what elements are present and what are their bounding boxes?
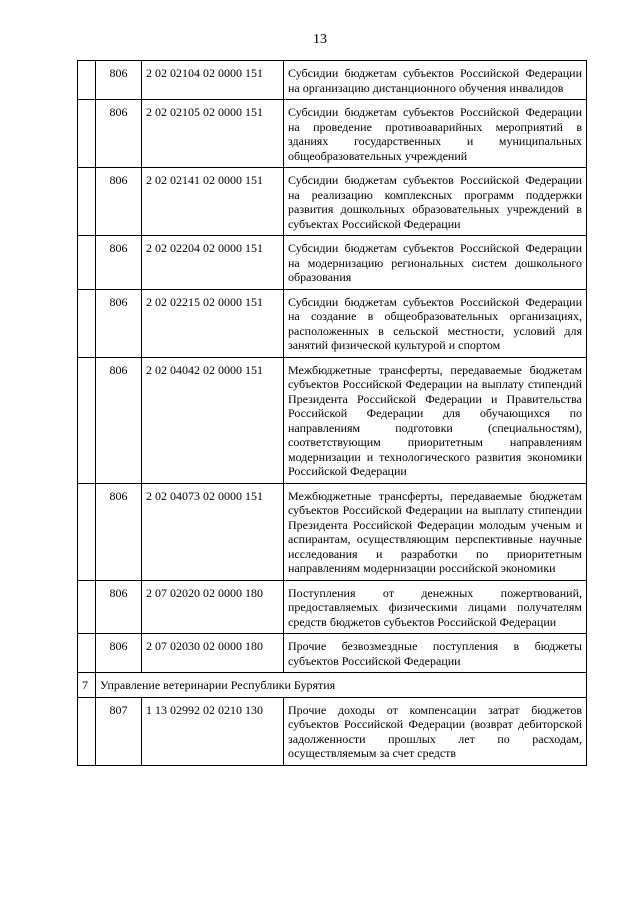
table-row bbox=[78, 100, 587, 168]
revenue-description-cell: Межбюджетные трансферты, передаваемые бюджетам субъектов Российской Федерации на выплату стипендии Президента Российской Федерации молодым ученым и аспирантам, осуществляющим перспективные научные исследования и разработки по приоритетным направлениям модернизации российской экономики bbox=[284, 483, 587, 580]
revenue-description-cell: Прочие доходы от компенсации затрат бюджетов субъектов Российской Федерации (возврат дебиторской задолженности прошлых лет по расходам, осуществляемым за счет средств bbox=[284, 697, 587, 765]
table-row bbox=[78, 357, 587, 483]
admin-code-cell: 806 bbox=[96, 357, 142, 483]
row-number-cell bbox=[78, 61, 96, 100]
revenue-description-cell: Субсидии бюджетам субъектов Российской Федерации на организацию дистанционного обучения инвалидов bbox=[284, 61, 587, 100]
revenue-code-cell: 2 02 02204 02 0000 151 bbox=[142, 236, 284, 290]
table-row bbox=[78, 580, 587, 634]
admin-code-cell: 806 bbox=[96, 236, 142, 290]
admin-code-cell: 806 bbox=[96, 168, 142, 236]
section-title-cell: Управление ветеринарии Республики Бурятия bbox=[96, 673, 587, 698]
revenue-description-cell: Субсидии бюджетам субъектов Российской Федерации на реализацию комплексных программ поддержки развития дошкольных образовательных учреждений в субъектах Российской Федерации bbox=[284, 168, 587, 236]
table-row bbox=[78, 697, 587, 765]
row-number-cell bbox=[78, 697, 96, 765]
section-number-cell: 7 bbox=[78, 673, 96, 698]
row-number-cell bbox=[78, 168, 96, 236]
admin-code-cell: 806 bbox=[96, 100, 142, 168]
table-row bbox=[78, 289, 587, 357]
admin-code-cell: 806 bbox=[96, 580, 142, 634]
row-number-cell bbox=[78, 100, 96, 168]
admin-code-cell: 806 bbox=[96, 634, 142, 673]
revenue-description-cell: Субсидии бюджетам субъектов Российской Федерации на создание в общеобразовательных организациях, расположенных в сельской местности, условий для занятий физической культурой и спортом bbox=[284, 289, 587, 357]
revenue-description-cell: Поступления от денежных пожертвований, предоставляемых физическими лицами получателям средств бюджетов субъектов Российской Федерации bbox=[284, 580, 587, 634]
admin-code-cell: 806 bbox=[96, 61, 142, 100]
revenue-code-cell: 2 07 02020 02 0000 180 bbox=[142, 580, 284, 634]
row-number-cell bbox=[78, 580, 96, 634]
revenue-code-cell: 2 02 04042 02 0000 151 bbox=[142, 357, 284, 483]
section-row bbox=[78, 673, 587, 698]
revenue-code-cell: 2 02 02141 02 0000 151 bbox=[142, 168, 284, 236]
revenue-description-cell: Субсидии бюджетам субъектов Российской Федерации на проведение противоаварийных мероприятий в зданиях государственных и муниципальных общеобразовательных учреждений bbox=[284, 100, 587, 168]
table-row bbox=[78, 236, 587, 290]
revenue-description-cell: Прочие безвозмездные поступления в бюджеты субъектов Российской Федерации bbox=[284, 634, 587, 673]
row-number-cell bbox=[78, 289, 96, 357]
table-row bbox=[78, 61, 587, 100]
revenue-code-cell: 2 02 02104 02 0000 151 bbox=[142, 61, 284, 100]
revenue-code-cell: 2 07 02030 02 0000 180 bbox=[142, 634, 284, 673]
table-row bbox=[78, 634, 587, 673]
table-row bbox=[78, 168, 587, 236]
admin-code-cell: 806 bbox=[96, 289, 142, 357]
table-body bbox=[78, 61, 587, 766]
row-number-cell bbox=[78, 357, 96, 483]
admin-code-cell: 807 bbox=[96, 697, 142, 765]
revenue-description-cell: Субсидии бюджетам субъектов Российской Федерации на модернизацию региональных систем дошкольного образования bbox=[284, 236, 587, 290]
revenue-description-cell: Межбюджетные трансферты, передаваемые бюджетам субъектов Российской Федерации на выплату стипендий Президента Российской Федерации и Правительства Российской Федерации для обучающихся по направлениям подготовки (специальностям), соответствующим приоритетным направлениям модернизации и технологического развития экономики Российской Федерации bbox=[284, 357, 587, 483]
row-number-cell bbox=[78, 634, 96, 673]
revenue-code-cell: 1 13 02992 02 0210 130 bbox=[142, 697, 284, 765]
page-number: 13 bbox=[313, 32, 327, 47]
table-row bbox=[78, 483, 587, 580]
revenue-code-cell: 2 02 04073 02 0000 151 bbox=[142, 483, 284, 580]
revenue-code-cell: 2 02 02215 02 0000 151 bbox=[142, 289, 284, 357]
row-number-cell bbox=[78, 483, 96, 580]
revenue-code-cell: 2 02 02105 02 0000 151 bbox=[142, 100, 284, 168]
revenue-codes-table bbox=[77, 60, 587, 766]
row-number-cell bbox=[78, 236, 96, 290]
admin-code-cell: 806 bbox=[96, 483, 142, 580]
